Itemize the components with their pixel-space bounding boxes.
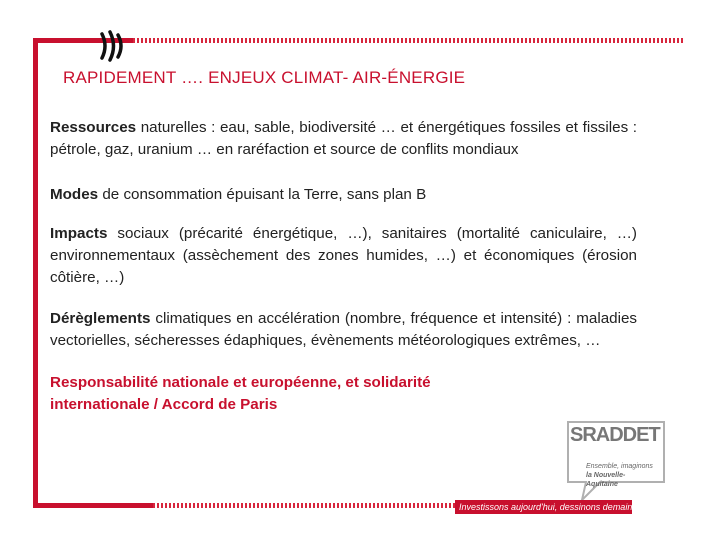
- closing-statement: [50, 372, 637, 416]
- sraddet-logo: [560, 416, 670, 506]
- frame-bottom-accent: [33, 503, 153, 508]
- text-dereglements: climatiques en accélération (nombre, fréquence et intensité) : maladies vectorielles, sécheresses édaphiques, évènements météorologiques extrêmes, …: [50, 310, 637, 349]
- closing-line-1: Responsabilité nationale et européenne, et solidarité: [50, 374, 431, 391]
- logo-subtitle-line-2: la Nouvelle-Aquitaine: [586, 472, 626, 488]
- slide-content: [50, 117, 637, 416]
- logo-subtitle: [586, 462, 656, 489]
- paragraph-modes: [50, 184, 637, 206]
- closing-line-2: internationale / Accord de Paris: [50, 396, 278, 413]
- keyword-impacts: Impacts: [50, 225, 108, 242]
- keyword-modes: Modes: [50, 186, 99, 203]
- text-modes: de consommation épuisant la Terre, sans plan B: [98, 186, 427, 203]
- sound-waves-icon: [96, 28, 132, 64]
- paragraph-ressources: [50, 117, 637, 161]
- paragraph-dereglements: [50, 308, 637, 352]
- logo-subtitle-line-1: Ensemble, imaginons: [586, 463, 653, 470]
- logo-wordmark: SRADDET: [570, 424, 660, 446]
- text-ressources: naturelles : eau, sable, biodiversité … et énergétiques fossiles et fissiles : pétrole, gaz, uranium … en raréfaction et source de conflits mondiaux: [50, 119, 637, 158]
- frame-left-border: [33, 38, 38, 508]
- text-impacts: sociaux (précarité énergétique, …), sanitaires (mortalité caniculaire, …) environnementaux (assèchement des zones humides, …) et économiques (érosion côtière, …): [50, 225, 637, 286]
- paragraph-impacts: [50, 223, 637, 289]
- keyword-ressources: Ressources: [50, 119, 137, 136]
- tagline-banner: Investissons aujourd'hui, dessinons demain: [455, 500, 632, 514]
- slide-title: RAPIDEMENT …. ENJEUX CLIMAT- AIR-ÉNERGIE: [63, 68, 466, 87]
- keyword-dereglements: Dérèglements: [50, 310, 151, 327]
